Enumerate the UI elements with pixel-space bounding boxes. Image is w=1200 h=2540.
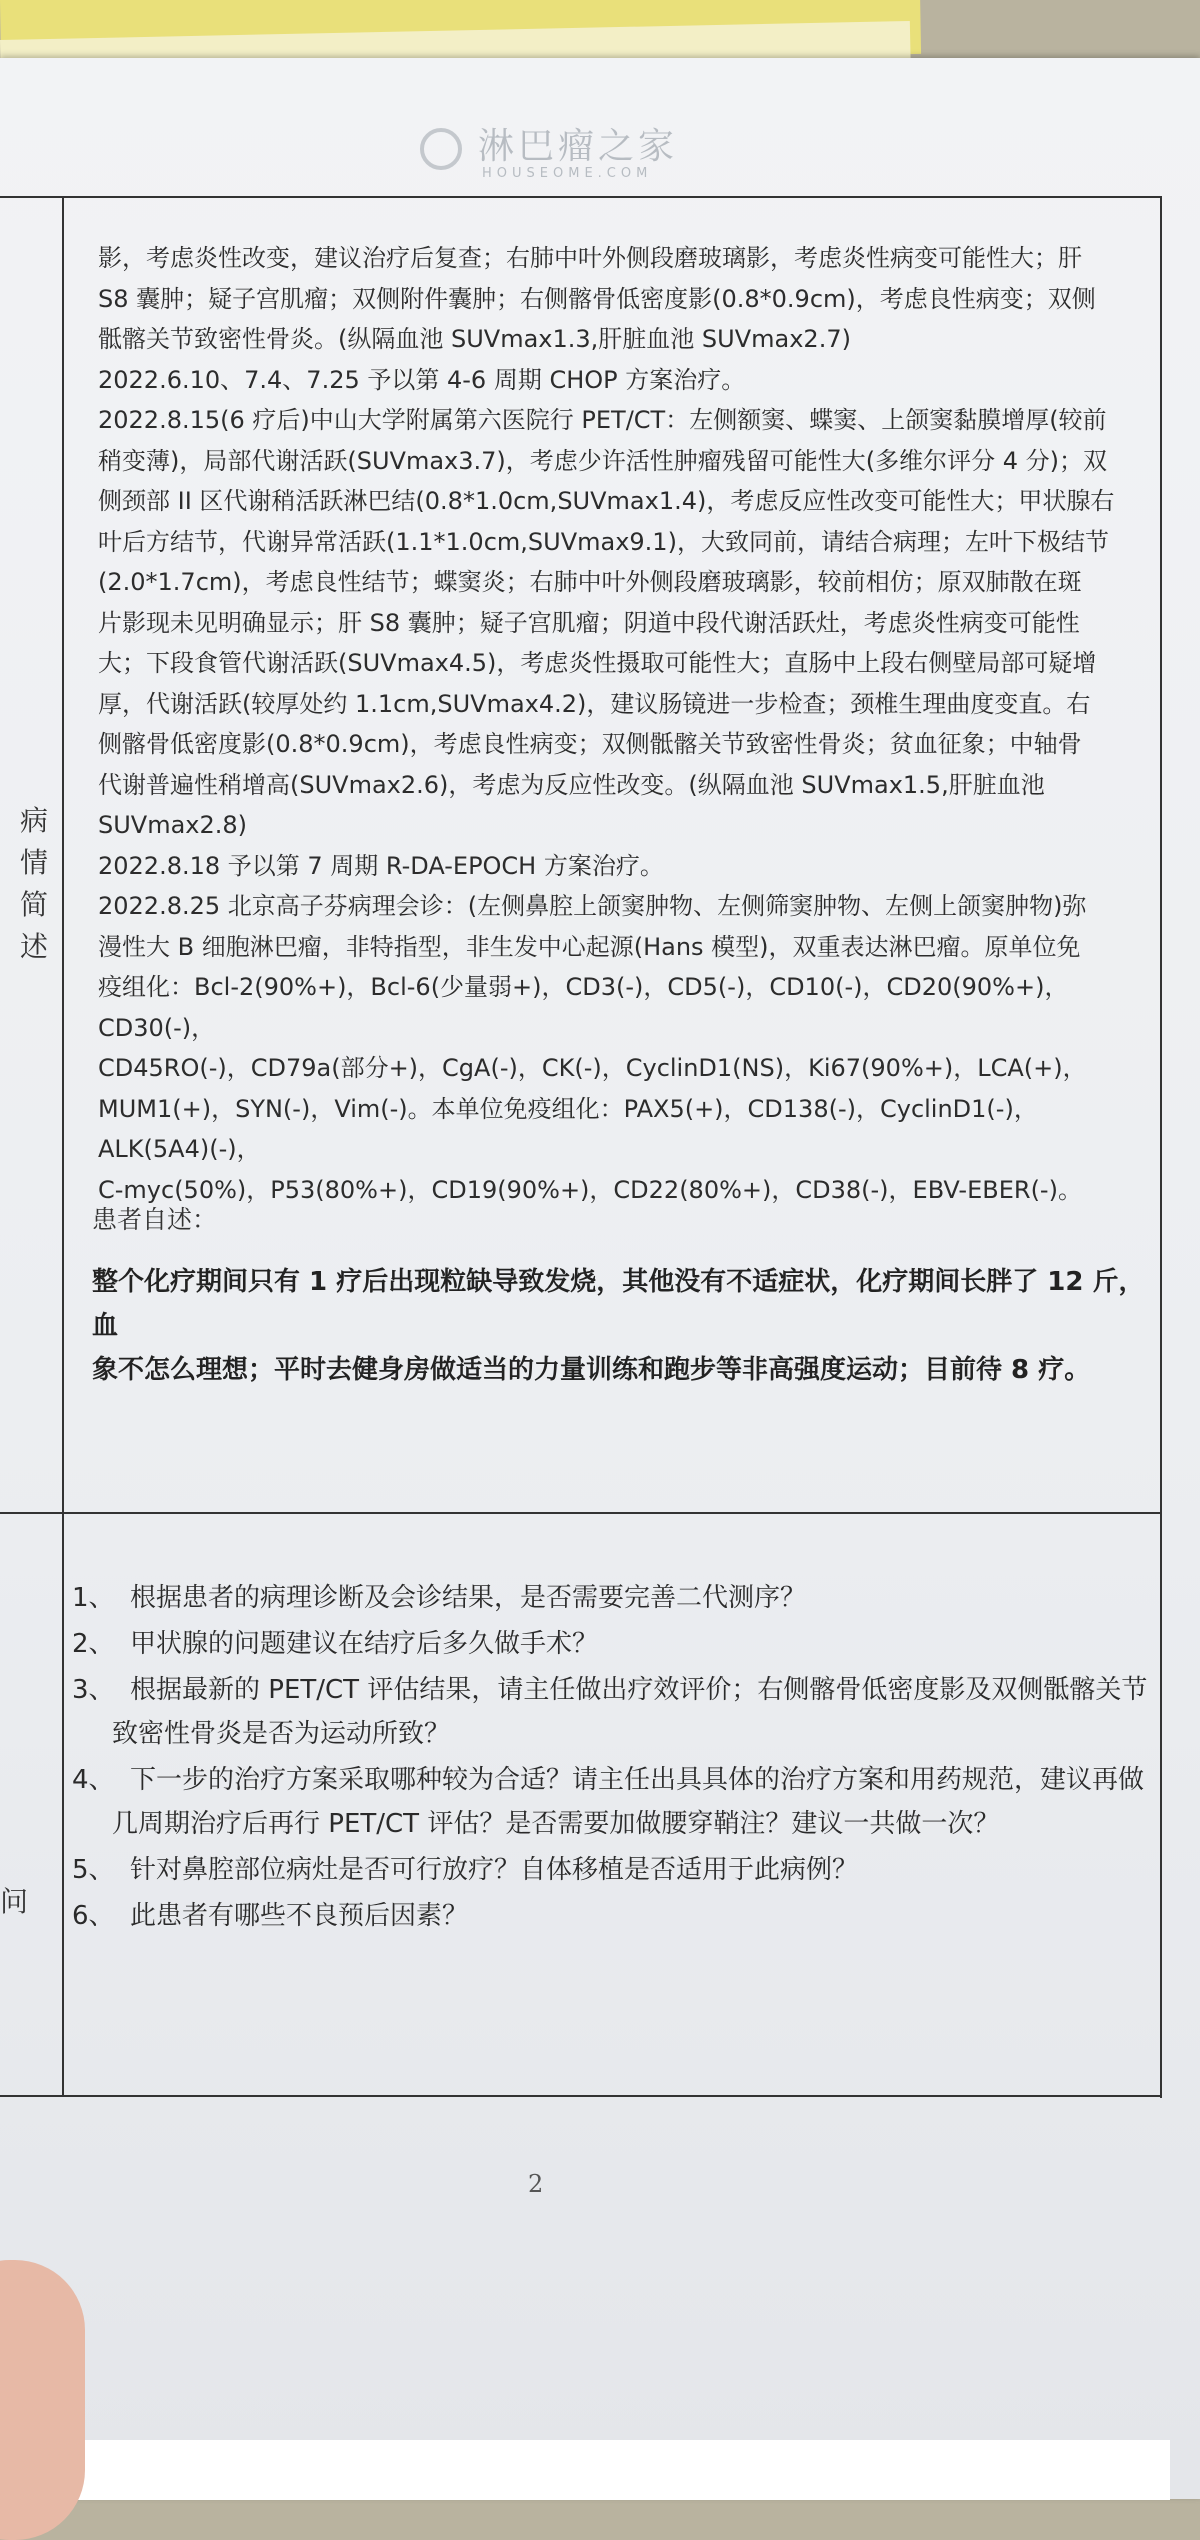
history-line: 大；下段食管代谢活跃(SUVmax4.5)，考虑炎性摄取可能性大；直肠中上段右侧壁局部可疑增 — [98, 649, 1097, 677]
question-item — [72, 1668, 1162, 1712]
history-line: 稍变薄)，局部代谢活跃(SUVmax3.7)，考虑少许活性肿瘤残留可能性大(多维尔评分 4 分)；双 — [98, 446, 1108, 475]
heart-icon — [420, 128, 462, 170]
history-line: 侧髂骨低密度影(0.8*0.9cm)，考虑良性病变；双侧骶髂关节致密性骨炎；贫血征象；中轴骨 — [98, 730, 1082, 758]
watermark-subtitle: HOUSEOME.COM — [482, 166, 653, 181]
question-text: 此患者有哪些不良预后因素？ — [130, 1901, 469, 1931]
finger — [0, 2260, 85, 2540]
question-text: 几周期治疗后再行 PET/CT 评估？是否需要加做腰穿鞘注？建议一共做一次？ — [112, 1809, 1000, 1839]
question-item — [72, 1712, 1162, 1756]
question-item — [72, 1848, 1162, 1892]
question-item — [72, 1758, 1162, 1802]
question-text: 甲状腺的问题建议在结疗后多久做手术？ — [130, 1629, 599, 1659]
question-item — [72, 1622, 1162, 1666]
history-line: 2022.8.15(6 疗后)中山大学附属第六医院行 PET/CT：左侧额窦、蝶窦、上颌窦黏膜增厚(较前 — [98, 406, 1107, 434]
page-number: 2 — [528, 2170, 544, 2198]
history-line: 漫性大 B 细胞淋巴瘤，非特指型，非生发中心起源(Hans 模型)，双重表达淋巴瘤。原单位免 — [98, 932, 1081, 961]
history-line: 影，考虑炎性改变，建议治疗后复查；右肺中叶外侧段磨玻璃影，考虑炎性病变可能性大；肝 — [98, 244, 1082, 272]
section-divider — [0, 1512, 1162, 1514]
patient-statement-text — [92, 1224, 1152, 1392]
history-line: 骶髂关节致密性骨炎。(纵隔血池 SUVmax1.3,肝脏血池 SUVmax2.7) — [98, 325, 851, 353]
question-number: 1、 — [72, 1583, 115, 1613]
history-line: 叶后方结节，代谢异常活跃(1.1*1.0cm,SUVmax9.1)，大致同前，请结合病理；左叶下极结节 — [98, 527, 1109, 556]
question-number: 5、 — [72, 1855, 115, 1885]
watermark-logo — [420, 110, 680, 190]
history-line: SUVmax2.8) — [98, 811, 248, 839]
question-number: 2、 — [72, 1629, 115, 1659]
history-line: CD45RO(-)，CD79a(部分+)，CgA(-)，CK(-)，CyclinD1(NS)，Ki67(90%+)，LCA(+)， — [98, 1054, 1087, 1082]
question-item — [72, 1576, 1162, 1620]
history-line: 疫组化：Bcl-2(90%+)，Bcl-6(少量弱+)，CD3(-)，CD5(-)，CD10(-)，CD20(90%+)，CD30(-)， — [98, 973, 1069, 1042]
table-bottom-border — [0, 2095, 1162, 2097]
question-text: 致密性骨炎是否为运动所致？ — [112, 1719, 451, 1749]
question-number: 3、 — [72, 1675, 115, 1705]
history-section-label: 病情简述 — [19, 804, 48, 963]
history-content — [98, 238, 1138, 1210]
watermark-title: 淋巴瘤之家 — [478, 126, 679, 167]
patient-statement-title: 患者自述： — [92, 1205, 218, 1234]
history-line: 2022.8.18 予以第 7 周期 R-DA-EPOCH 方案治疗。 — [98, 851, 664, 880]
question-item — [72, 1894, 1162, 1938]
history-line: (2.0*1.7cm)，考虑良性结节；蝶窦炎；右肺中叶外侧段磨玻璃影，较前相仿；原双肺散在斑 — [98, 568, 1082, 596]
history-line: 片影现未见明确显示；肝 S8 囊肿；疑子宫肌瘤；阴道中段代谢活跃灶，考虑炎性病变可能性 — [98, 608, 1080, 637]
questions-section-label: 问 — [0, 1885, 29, 1918]
history-line: S8 囊肿；疑子宫肌瘤；双侧附件囊肿；右侧髂骨低密度影(0.8*0.9cm)，考虑良性病变；双侧 — [98, 284, 1096, 313]
question-list — [72, 1576, 1162, 1938]
question-text: 根据最新的 PET/CT 评估结果，请主任做出疗效评价；右侧髂骨低密度影及双侧骶髂关节 — [130, 1675, 1148, 1705]
patient-statement-line: 象不怎么理想；平时去健身房做适当的力量训练和跑步等非高强度运动；目前待 8 疗。 — [92, 1355, 1091, 1385]
patient-statement-line: 整个化疗期间只有 1 疗后出现粒缺导致发烧，其他没有不适症状，化疗期间长胖了 12 斤，血 — [92, 1267, 1145, 1341]
history-line: 厚，代谢活跃(较厚处约 1.1cm,SUVmax4.2)，建议肠镜进一步检查；颈椎生理曲度变直。右 — [98, 689, 1091, 718]
history-line: MUM1(+)，SYN(-)，Vim(-)。本单位免疫组化：PAX5(+)，CD138(-)，CyclinD1(-)，ALK(5A4)(-)， — [98, 1094, 1038, 1163]
question-item — [72, 1802, 1162, 1846]
underlying-sheet — [40, 2440, 1170, 2500]
history-line: C-myc(50%)，P53(80%+)，CD19(90%+)，CD22(80%+)，CD38(-)，EBV-EBER(-)。 — [98, 1175, 1082, 1204]
question-number: 4、 — [72, 1765, 115, 1795]
history-line: 代谢普遍性稍增高(SUVmax2.6)，考虑为反应性改变。(纵隔血池 SUVmax1.5,肝脏血池 — [98, 770, 1045, 799]
history-line: 侧颈部 II 区代谢稍活跃淋巴结(0.8*1.0cm,SUVmax1.4)，考虑反应性改变可能性大；甲状腺右 — [98, 487, 1115, 515]
question-text: 根据患者的病理诊断及会诊结果，是否需要完善二代测序？ — [130, 1583, 807, 1613]
history-line: 2022.6.10、7.4、7.25 予以第 4-6 周期 CHOP 方案治疗。 — [98, 365, 746, 394]
label-column-divider — [62, 196, 64, 2096]
question-text: 下一步的治疗方案采取哪种较为合适？请主任出具具体的治疗方案和用药规范，建议再做 — [130, 1765, 1145, 1795]
question-text: 针对鼻腔部位病灶是否可行放疗？自体移植是否适用于此病例？ — [130, 1855, 859, 1885]
history-line: 2022.8.25 北京高子芬病理会诊：(左侧鼻腔上颌窦肿物、左侧筛窦肿物、左侧上颌窦肿物)弥 — [98, 892, 1087, 920]
question-number: 6、 — [72, 1901, 115, 1931]
